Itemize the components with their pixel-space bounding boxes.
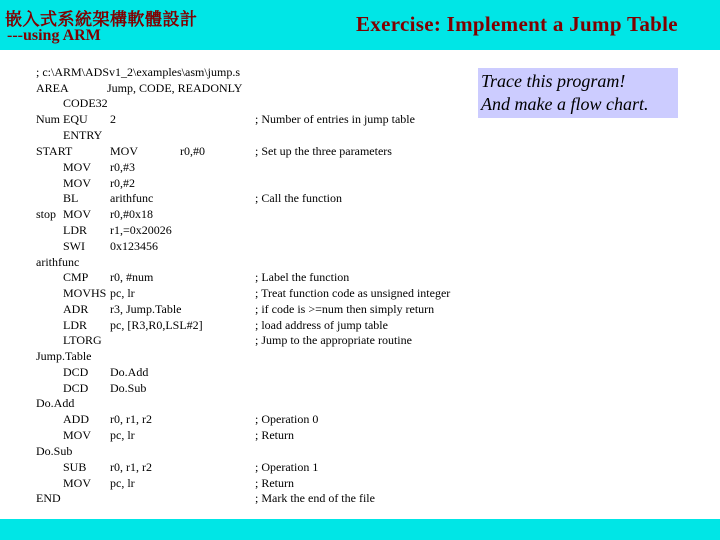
code-op: LDR (63, 223, 87, 237)
code-comment: ; Jump to the appropriate routine (255, 333, 412, 347)
code-op: MOV (63, 428, 92, 442)
code-op: MOV (63, 160, 92, 174)
code-args: r0,#0 (180, 144, 205, 158)
code-args: r0,#2 (110, 176, 135, 190)
code-op: MOV (63, 476, 92, 490)
note-line-2: And make a flow chart. (481, 94, 649, 114)
code-args: r0,#3 (110, 160, 135, 174)
code-args: pc, [R3,R0,LSL#2] (110, 318, 203, 332)
code-num-val: 2 (110, 112, 116, 126)
code-label: arithfunc (36, 255, 80, 269)
code-op: SUB (63, 460, 87, 474)
code-args: pc, lr (110, 286, 135, 300)
code-comment: ; if code is >=num then simply return (255, 302, 435, 316)
code-args: r0, r1, r2 (110, 460, 152, 474)
code-code32: CODE32 (63, 96, 108, 110)
code-op: DCD (63, 381, 89, 395)
code-path: ; c:\ARM\ADSv1_2\examples\asm\jump.s (36, 65, 240, 79)
code-op: MOV (63, 207, 92, 221)
code-comment: ; Operation 0 (255, 412, 319, 426)
code-op: DCD (63, 365, 89, 379)
code-label: Do.Sub (36, 444, 73, 458)
code-op: BL (63, 191, 79, 205)
code-comment: ; Call the function (255, 191, 342, 205)
code-args: Do.Add (110, 365, 149, 379)
code-comment: ; Treat function code as unsigned integer (255, 286, 451, 300)
code-label: START (36, 144, 73, 158)
code-args: arithfunc (110, 191, 154, 205)
code-end: END (36, 491, 61, 505)
code-comment: ; Operation 1 (255, 460, 319, 474)
code-args: Do.Sub (110, 381, 147, 395)
code-op: MOVHS (63, 286, 107, 300)
code-args: r3, Jump.Table (110, 302, 182, 316)
code-args: r0, #num (110, 270, 154, 284)
code-args: r0, r1, r2 (110, 412, 152, 426)
code-comment: ; Mark the end of the file (255, 491, 375, 505)
code-area-args: Jump, CODE, READONLY (107, 81, 243, 95)
note-line-1: Trace this program! (481, 71, 626, 91)
code-entry: ENTRY (63, 128, 103, 142)
code-comment: ; Number of entries in jump table (255, 112, 415, 126)
slide-title: Exercise: Implement a Jump Table (356, 12, 678, 36)
code-label: Do.Add (36, 396, 75, 410)
code-op: ADD (63, 412, 89, 426)
code-comment: ; Return (255, 476, 294, 490)
code-op: MOV (63, 176, 92, 190)
code-op: ADR (63, 302, 89, 316)
code-label: Jump.Table (36, 349, 92, 363)
code-op: LDR (63, 318, 87, 332)
code-op: LTORG (63, 333, 102, 347)
course-subtitle: ---using ARM (7, 27, 101, 44)
code-comment: ; load address of jump table (255, 318, 388, 332)
code-comment: ; Set up the three parameters (255, 144, 392, 158)
code-args: pc, lr (110, 476, 135, 490)
code-comment: ; Label the function (255, 270, 350, 284)
code-args: pc, lr (110, 428, 135, 442)
code-op: CMP (63, 270, 89, 284)
code-args: 0x123456 (110, 239, 158, 253)
code-num-equ: Num EQU (36, 112, 88, 126)
code-area: AREA (36, 81, 69, 95)
code-label: stop (36, 207, 57, 221)
code-op: MOV (110, 144, 139, 158)
code-comment: ; Return (255, 428, 294, 442)
footer-bar (0, 519, 720, 540)
course-title: 嵌入式系統架構軟體設計 (5, 10, 198, 30)
code-args: r0,#0x18 (110, 207, 153, 221)
instruction-note (478, 68, 678, 118)
code-op: SWI (63, 239, 85, 253)
code-args: r1,=0x20026 (110, 223, 172, 237)
